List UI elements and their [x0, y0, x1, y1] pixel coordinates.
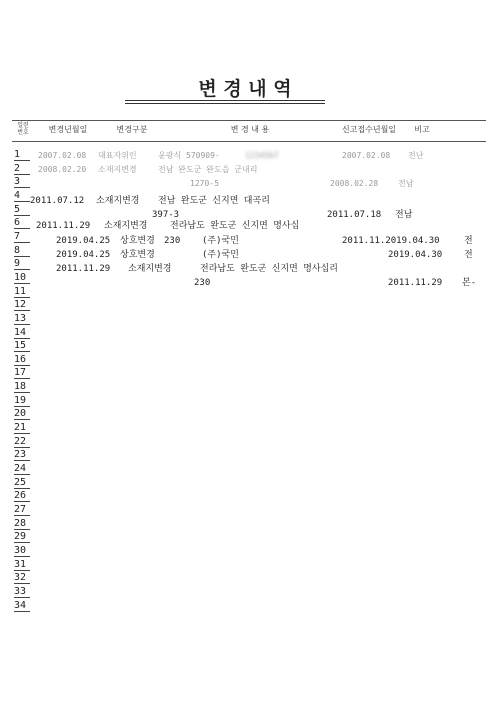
row-number: 3: [14, 176, 30, 187]
row1-date: 2007.02.08: [38, 151, 87, 160]
row-number-underline: [14, 228, 30, 229]
row10-remark: 본-: [462, 278, 477, 288]
header-change-type: 변경구분: [116, 125, 148, 134]
row-number-underline: [14, 611, 30, 612]
row-number: 33: [14, 586, 30, 597]
row5-report-date: 2011.07.18: [327, 210, 382, 220]
title-underline: [125, 100, 325, 101]
row-number-underline: [14, 419, 30, 420]
row-number-underline: [14, 597, 30, 598]
row-number: 26: [14, 490, 30, 501]
row-number-underline: [14, 447, 30, 448]
row-number-underline: [14, 215, 30, 216]
row-number: 32: [14, 572, 30, 583]
row-number: 16: [14, 354, 30, 365]
row-number: 2: [14, 163, 30, 174]
row6-date: 2011.11.29: [36, 221, 91, 231]
row-number: 29: [14, 531, 30, 542]
row8-report-date: 2019.04.30: [388, 250, 443, 260]
row1-redacted-id: 1234567: [245, 151, 279, 160]
row-number: 11: [14, 286, 30, 297]
row7-remark: 전: [464, 236, 473, 246]
row-number: 22: [14, 436, 30, 447]
row-number-underline: [14, 488, 30, 489]
row-number: 28: [14, 518, 30, 529]
row7-report-date: 2011.11.2019.04.30: [342, 236, 440, 246]
row-number-underline: [14, 351, 30, 352]
row-number: 10: [14, 272, 30, 283]
row-number-underline: [14, 310, 30, 311]
header-row-no: 일련 번호: [17, 122, 29, 136]
row-number-underline: [14, 460, 30, 461]
row-number: 20: [14, 408, 30, 419]
row-number-underline: [14, 542, 30, 543]
row-number: 5: [14, 204, 30, 215]
header-change-content: 변 경 내 용: [230, 125, 270, 134]
row-number: 18: [14, 381, 30, 392]
row-number-underline: [14, 378, 30, 379]
row-number: 1: [14, 149, 30, 160]
row-number-underline: [14, 474, 30, 475]
header-change-date: 변경년월일: [48, 125, 88, 134]
row-number: 4: [14, 190, 30, 201]
row-number-underline: [14, 556, 30, 557]
row1-content: 윤광식 570909-: [158, 151, 220, 160]
row-number-underline: [14, 283, 30, 284]
row-number-underline: [14, 515, 30, 516]
row9-date: 2011.11.29: [56, 264, 111, 274]
row-number-underline: [14, 324, 30, 325]
row7-type: 상호변경: [120, 236, 155, 246]
row4-date: 2011.07.12: [30, 196, 85, 206]
row3-report-date: 2008.02.28: [330, 179, 379, 188]
header-remarks: 비고: [414, 125, 430, 134]
row7-content-2: (주)국민: [202, 236, 239, 246]
row-number-underline: [14, 570, 30, 571]
row-number: 31: [14, 559, 30, 570]
row2-date: 2008.02.20: [38, 165, 87, 174]
row-number: 6: [14, 217, 30, 228]
row-number: 8: [14, 245, 30, 256]
header-top-rule: [12, 120, 486, 121]
row-number: 15: [14, 340, 30, 351]
row-number-underline: [14, 160, 30, 161]
row-number-underline: [14, 392, 30, 393]
row4-content: 전남 완도군 신지면 대곡리: [158, 196, 270, 206]
row1-report-date: 2007.02.08: [342, 151, 391, 160]
row4-type: 소재지변경: [96, 196, 140, 206]
row-number-underline: [14, 433, 30, 434]
row1-type: 대표자위인: [98, 151, 137, 160]
header-report-date: 신고접수년월일: [341, 125, 397, 134]
row9-content: 전라남도 완도군 신지면 명사십리: [200, 264, 338, 274]
row-number-underline: [14, 583, 30, 584]
row3-content: 1270-5: [190, 179, 219, 188]
row1-remark: 전난: [408, 151, 424, 160]
row8-date: 2019.04.25: [56, 250, 111, 260]
row-number: 12: [14, 299, 30, 310]
row-number: 34: [14, 600, 30, 611]
row-number-underline: [14, 201, 30, 202]
row8-remark: 전: [464, 250, 473, 260]
row-number-underline: [14, 187, 30, 188]
row-number: 24: [14, 463, 30, 474]
row-number-underline: [14, 406, 30, 407]
row-number: 17: [14, 367, 30, 378]
page-title: 변 경 내 역: [198, 78, 292, 100]
row-number-underline: [14, 174, 30, 175]
row8-content: (주)국민: [202, 250, 239, 260]
row-number: 30: [14, 545, 30, 556]
row6-content: 전라남도 완도군 신지면 명사십: [170, 221, 300, 231]
row-number: 27: [14, 504, 30, 515]
row-number: 9: [14, 258, 30, 269]
row-number-underline: [14, 269, 30, 270]
row-number-underline: [14, 297, 30, 298]
row-number: 13: [14, 313, 30, 324]
row7-content: 230: [164, 236, 181, 246]
row-number: 7: [14, 231, 30, 242]
row2-content: 전남 완도군 완도읍 군내리: [158, 165, 258, 174]
row3-remark: 전남: [398, 179, 414, 188]
row-number-underline: [14, 256, 30, 257]
row5-remark: 전남: [395, 210, 413, 220]
header-bottom-rule: [12, 141, 486, 142]
row9-type: 소재지변경: [128, 264, 172, 274]
row-number: 19: [14, 395, 30, 406]
row-number: 25: [14, 477, 30, 488]
row-number-underline: [14, 338, 30, 339]
row6-type: 소재지변경: [104, 221, 148, 231]
row-number-underline: [14, 501, 30, 502]
row2-type: 소재지변경: [98, 165, 137, 174]
row-number: 21: [14, 422, 30, 433]
row8-type: 상호변경: [120, 250, 155, 260]
row7-date: 2019.04.25: [56, 236, 111, 246]
row-number: 14: [14, 327, 30, 338]
row-number-underline: [14, 242, 30, 243]
title-underline-2: [125, 103, 325, 104]
row-number: 23: [14, 449, 30, 460]
row-number-underline: [14, 529, 30, 530]
row-number-underline: [14, 365, 30, 366]
row10-content: 230: [194, 278, 211, 288]
row10-report-date: 2011.11.29: [388, 278, 443, 288]
row5-content: 397-3: [152, 210, 180, 220]
